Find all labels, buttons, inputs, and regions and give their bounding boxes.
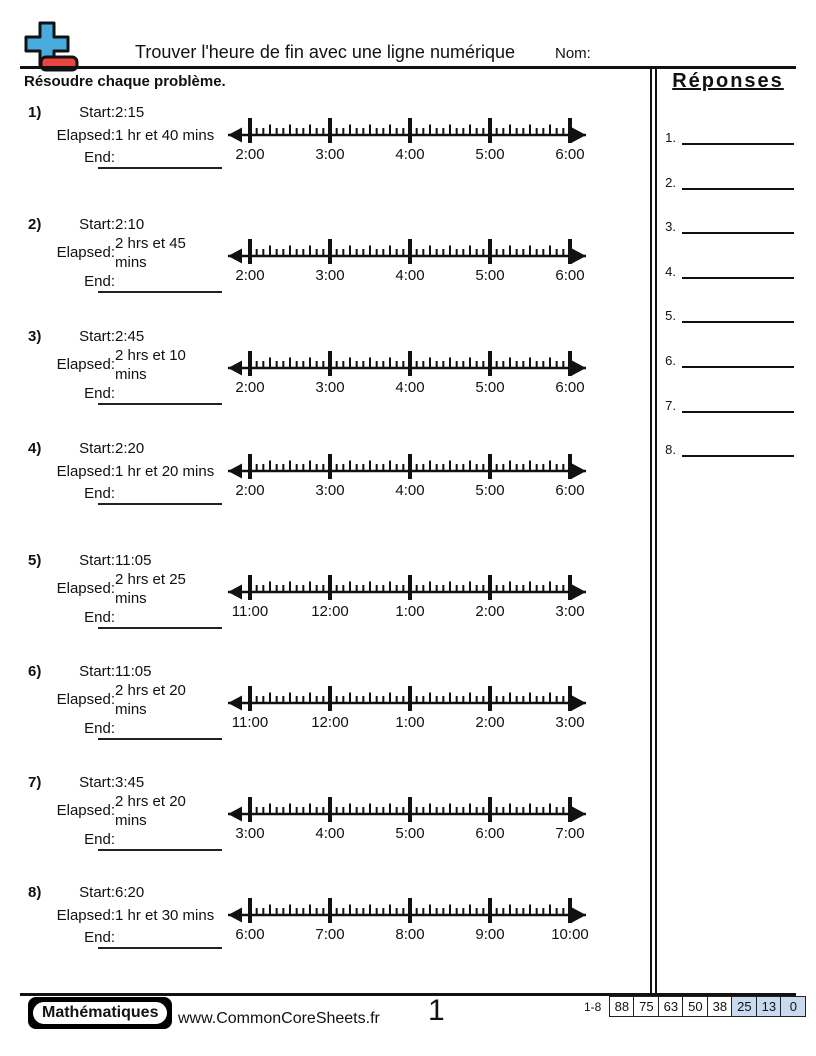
elapsed-value-line2: mins xyxy=(115,701,147,718)
problem-number: 3) xyxy=(28,328,42,345)
right-arrow-icon xyxy=(572,249,586,264)
problem-4 xyxy=(20,440,646,544)
instructions-text: Résoudre chaque problème. xyxy=(24,73,226,90)
end-field xyxy=(20,485,115,502)
elapsed-value: 1 hr et 20 mins xyxy=(115,463,215,480)
timeline-label: 5:00 xyxy=(475,379,505,396)
timeline-label: 6:00 xyxy=(555,267,585,284)
elapsed-value-line1: 2 hrs et 20 xyxy=(115,793,186,810)
answer-blank-line[interactable] xyxy=(682,264,794,279)
timeline-label: 2:00 xyxy=(235,482,265,499)
answer-blank-line[interactable] xyxy=(682,398,794,413)
elapsed-label: Elapsed: xyxy=(56,127,115,144)
end-answer-blank[interactable] xyxy=(98,627,222,629)
right-arrow-icon xyxy=(572,807,586,822)
start-label: Start: xyxy=(79,216,115,233)
answers-separator xyxy=(650,69,657,993)
end-label: End: xyxy=(84,385,115,402)
end-label: End: xyxy=(84,929,115,946)
right-arrow-icon xyxy=(572,908,586,923)
problem-1 xyxy=(20,104,646,208)
end-label: End: xyxy=(84,149,115,166)
right-arrow-icon xyxy=(572,464,586,479)
problem-number: 7) xyxy=(28,774,42,791)
elapsed-label: Elapsed: xyxy=(56,356,115,373)
answer-number: 7. xyxy=(665,397,676,413)
timeline-label: 3:00 xyxy=(315,146,345,163)
timeline-label: 2:00 xyxy=(475,714,505,731)
page-title: Trouver l'heure de fin avec une ligne numérique xyxy=(135,42,515,62)
timeline-label: 6:00 xyxy=(235,926,265,943)
left-arrow-icon xyxy=(228,585,242,600)
answer-row-1 xyxy=(656,123,796,145)
elapsed-value-line2: mins xyxy=(115,366,147,383)
timeline-label: 3:00 xyxy=(235,825,265,842)
timeline-label: 3:00 xyxy=(315,267,345,284)
start-value: 3:45 xyxy=(115,774,145,791)
left-arrow-icon xyxy=(228,249,242,264)
problem-6 xyxy=(20,663,646,767)
answer-number: 6. xyxy=(665,353,676,368)
left-arrow-icon xyxy=(228,908,242,923)
timeline-label: 4:00 xyxy=(395,146,425,163)
answer-row-7 xyxy=(656,391,796,413)
elapsed-field xyxy=(20,907,214,924)
answer-blank-line[interactable] xyxy=(682,175,794,190)
elapsed-value-line1: 2 hrs et 25 xyxy=(115,571,186,588)
score-cell: 0 xyxy=(780,996,806,1017)
header-divider xyxy=(20,66,796,69)
end-answer-blank[interactable] xyxy=(98,291,222,293)
end-field xyxy=(20,385,115,402)
timeline-label: 6:00 xyxy=(555,146,585,163)
timeline-label: 10:00 xyxy=(551,926,589,943)
elapsed-value-line1: 2 hrs et 10 xyxy=(115,347,186,364)
answer-row-8 xyxy=(656,435,796,457)
elapsed-value-line2: mins xyxy=(115,590,147,607)
timeline-label: 4:00 xyxy=(315,825,345,842)
start-label: Start: xyxy=(79,774,115,791)
timeline-label: 3:00 xyxy=(315,379,345,396)
timeline-label: 8:00 xyxy=(395,926,425,943)
problem-number: 8) xyxy=(28,884,42,901)
end-label: End: xyxy=(84,831,115,848)
elapsed-value-line2: mins xyxy=(115,812,147,829)
timeline-label: 3:00 xyxy=(555,603,585,620)
start-value: 2:20 xyxy=(115,440,145,457)
end-answer-blank[interactable] xyxy=(98,849,222,851)
answer-row-2 xyxy=(656,168,796,190)
start-value: 6:20 xyxy=(115,884,145,901)
number-line xyxy=(225,895,605,947)
answer-row-6 xyxy=(656,346,796,368)
end-answer-blank[interactable] xyxy=(98,738,222,740)
timeline-label: 11:00 xyxy=(231,714,269,731)
answer-row-5 xyxy=(656,301,796,323)
elapsed-value: 1 hr et 30 mins xyxy=(115,907,215,924)
answers-title: Réponses xyxy=(672,70,784,92)
timeline-label: 6:00 xyxy=(555,482,585,499)
start-value: 2:10 xyxy=(115,216,145,233)
elapsed-value-line2: mins xyxy=(115,254,147,271)
answer-blank-line[interactable] xyxy=(682,442,794,457)
start-value: 11:05 xyxy=(115,663,152,680)
timeline-label: 1:00 xyxy=(395,714,425,731)
left-arrow-icon xyxy=(228,128,242,143)
timeline-label: 6:00 xyxy=(475,825,505,842)
number-line xyxy=(225,115,605,167)
timeline-label: 4:00 xyxy=(395,482,425,499)
problem-5 xyxy=(20,552,646,656)
number-line xyxy=(225,236,605,288)
elapsed-field xyxy=(20,463,214,480)
answer-blank-line[interactable] xyxy=(682,219,794,234)
answer-number: 3. xyxy=(665,219,676,235)
problem-3 xyxy=(20,328,646,432)
score-table xyxy=(584,996,806,1017)
subject-badge-label: Mathématiques xyxy=(31,1000,169,1026)
score-cell: 25 xyxy=(731,996,757,1017)
start-field xyxy=(20,552,151,569)
start-value: 2:15 xyxy=(115,104,145,121)
start-field xyxy=(20,774,144,791)
timeline-label: 2:00 xyxy=(235,146,265,163)
score-range-label: 1-8 xyxy=(584,999,602,1014)
end-answer-blank[interactable] xyxy=(98,403,222,405)
end-label: End: xyxy=(84,273,115,290)
start-label: Start: xyxy=(79,328,115,345)
problem-number: 5) xyxy=(28,552,42,569)
timeline-label: 5:00 xyxy=(475,267,505,284)
elapsed-label: Elapsed: xyxy=(56,691,115,708)
right-arrow-icon xyxy=(572,585,586,600)
end-label: End: xyxy=(84,720,115,737)
elapsed-label: Elapsed: xyxy=(56,244,115,261)
start-label: Start: xyxy=(79,552,115,569)
timeline-label: 3:00 xyxy=(315,482,345,499)
timeline-label: 5:00 xyxy=(475,482,505,499)
problem-8 xyxy=(20,884,646,988)
end-label: End: xyxy=(84,485,115,502)
end-field xyxy=(20,929,115,946)
start-field xyxy=(20,884,144,901)
start-field xyxy=(20,328,144,345)
timeline-label: 2:00 xyxy=(475,603,505,620)
end-answer-blank[interactable] xyxy=(98,167,222,169)
problem-number: 4) xyxy=(28,440,42,457)
timeline-label: 4:00 xyxy=(395,379,425,396)
start-label: Start: xyxy=(79,663,115,680)
start-value: 2:45 xyxy=(115,328,145,345)
start-field xyxy=(20,440,144,457)
end-field xyxy=(20,273,115,290)
problem-number: 2) xyxy=(28,216,42,233)
answer-row-4 xyxy=(656,257,796,279)
timeline-label: 2:00 xyxy=(235,267,265,284)
problem-2 xyxy=(20,216,646,320)
timeline-label: 5:00 xyxy=(395,825,425,842)
right-arrow-icon xyxy=(572,696,586,711)
timeline-label: 7:00 xyxy=(555,825,585,842)
answer-row-3 xyxy=(656,212,796,234)
subject-badge xyxy=(28,997,172,1029)
start-label: Start: xyxy=(79,884,115,901)
answer-number: 1. xyxy=(665,130,676,145)
start-field xyxy=(20,216,144,233)
right-arrow-icon xyxy=(572,128,586,143)
number-line xyxy=(225,572,605,624)
problem-7 xyxy=(20,774,646,878)
score-cell: 63 xyxy=(658,996,684,1017)
number-line xyxy=(225,794,605,846)
elapsed-field xyxy=(20,127,214,144)
left-arrow-icon xyxy=(228,807,242,822)
end-answer-blank[interactable] xyxy=(98,503,222,505)
timeline-label: 2:00 xyxy=(235,379,265,396)
start-label: Start: xyxy=(79,104,115,121)
left-arrow-icon xyxy=(228,361,242,376)
start-label: Start: xyxy=(79,440,115,457)
elapsed-label: Elapsed: xyxy=(56,907,115,924)
page-number: 1 xyxy=(428,994,445,1027)
start-field xyxy=(20,104,144,121)
start-field xyxy=(20,663,151,680)
score-cell: 13 xyxy=(756,996,782,1017)
answer-number: 5. xyxy=(665,308,676,324)
timeline-label: 3:00 xyxy=(555,714,585,731)
elapsed-value-line1: 2 hrs et 20 xyxy=(115,682,186,699)
elapsed-label: Elapsed: xyxy=(56,802,115,819)
timeline-label: 4:00 xyxy=(395,267,425,284)
timeline-label: 6:00 xyxy=(555,379,585,396)
end-answer-blank[interactable] xyxy=(98,947,222,949)
elapsed-value: 1 hr et 40 mins xyxy=(115,127,215,144)
end-field xyxy=(20,831,115,848)
number-line xyxy=(225,451,605,503)
timeline-label: 11:00 xyxy=(231,603,269,620)
timeline-label: 12:00 xyxy=(311,714,349,731)
timeline-label: 7:00 xyxy=(315,926,345,943)
answer-number: 2. xyxy=(665,174,676,190)
elapsed-label: Elapsed: xyxy=(56,580,115,597)
name-label: Nom: xyxy=(555,45,591,62)
left-arrow-icon xyxy=(228,696,242,711)
start-value: 11:05 xyxy=(115,552,152,569)
timeline-label: 5:00 xyxy=(475,146,505,163)
timeline-label: 1:00 xyxy=(395,603,425,620)
timeline-label: 9:00 xyxy=(475,926,505,943)
answer-blank-line[interactable] xyxy=(682,308,794,323)
end-field xyxy=(20,149,115,166)
score-cell: 38 xyxy=(707,996,733,1017)
answer-blank-line[interactable] xyxy=(682,353,794,368)
website-url: www.CommonCoreSheets.fr xyxy=(178,1010,380,1027)
timeline-label: 12:00 xyxy=(311,603,349,620)
elapsed-value-line1: 2 hrs et 45 xyxy=(115,235,186,252)
answer-number: 4. xyxy=(665,263,676,279)
left-arrow-icon xyxy=(228,464,242,479)
end-field xyxy=(20,609,115,626)
elapsed-label: Elapsed: xyxy=(56,463,115,480)
answer-number: 8. xyxy=(665,442,676,458)
problem-number: 1) xyxy=(28,104,42,121)
end-field xyxy=(20,720,115,737)
score-cell: 50 xyxy=(682,996,708,1017)
end-label: End: xyxy=(84,609,115,626)
right-arrow-icon xyxy=(572,361,586,376)
number-line xyxy=(225,348,605,400)
answer-blank-line[interactable] xyxy=(682,130,794,145)
score-cell: 75 xyxy=(633,996,659,1017)
number-line xyxy=(225,683,605,735)
score-cell: 88 xyxy=(609,996,635,1017)
problem-number: 6) xyxy=(28,663,42,680)
